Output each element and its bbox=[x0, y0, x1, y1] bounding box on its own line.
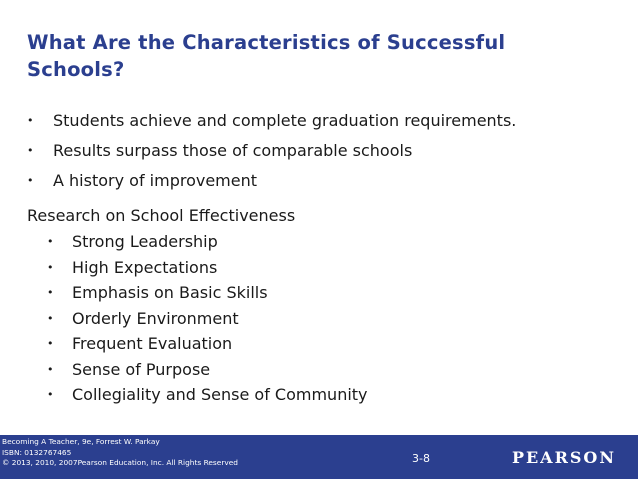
bullet-icon: • bbox=[47, 362, 54, 376]
bullet-icon: • bbox=[47, 311, 54, 325]
list-item-text: Strong Leadership bbox=[72, 232, 218, 251]
list-item-text: Orderly Environment bbox=[72, 308, 239, 328]
book-credit: Becoming A Teacher, 9e, Forrest W. Parkay bbox=[2, 437, 160, 446]
effectiveness-factors-list bbox=[47, 229, 368, 408]
list-item bbox=[47, 229, 368, 255]
key-characteristics-list bbox=[27, 108, 516, 198]
footer-credits bbox=[2, 437, 238, 469]
slide-title bbox=[27, 29, 587, 83]
copyright-text: © 2013, 2010, 2007Pearson Education, Inc. All Rights Reserved bbox=[2, 458, 238, 467]
slide-title-line-1: What Are the Characteristics of Successful bbox=[27, 31, 506, 54]
list-item bbox=[47, 357, 368, 383]
isbn-text: ISBN: 0132767465 bbox=[2, 447, 72, 457]
list-item bbox=[47, 382, 368, 408]
bullet-icon: • bbox=[47, 388, 54, 401]
bullet-icon: • bbox=[27, 144, 34, 157]
list-item bbox=[47, 255, 368, 281]
list-item bbox=[27, 138, 516, 168]
list-item bbox=[47, 280, 368, 306]
bullet-icon: • bbox=[47, 235, 54, 248]
page-number: 3-8 bbox=[412, 452, 430, 465]
pearson-logo: PEARSON bbox=[511, 448, 616, 467]
list-item-text: A history of improvement bbox=[53, 171, 258, 190]
list-item bbox=[27, 108, 516, 138]
list-item bbox=[47, 331, 368, 357]
list-item-text: Collegiality and Sense of Community bbox=[72, 385, 368, 404]
bullet-icon: • bbox=[27, 114, 34, 127]
footer-bar bbox=[0, 435, 638, 479]
bullet-icon: • bbox=[47, 286, 54, 299]
slide-title-line-2: Schools? bbox=[27, 58, 125, 81]
list-item-text: High Expectations bbox=[72, 257, 218, 277]
list-item-text: Sense of Purpose bbox=[72, 359, 211, 379]
bullet-icon: • bbox=[47, 337, 54, 350]
list-item-text: Emphasis on Basic Skills bbox=[72, 283, 268, 302]
list-item-text: Students achieve and complete graduation requirements. bbox=[53, 111, 517, 130]
list-item-text: Results surpass those of comparable schools bbox=[53, 141, 413, 160]
list-item bbox=[27, 168, 516, 198]
list-item bbox=[47, 306, 368, 332]
list-item-text: Frequent Evaluation bbox=[72, 334, 233, 353]
bullet-icon: • bbox=[27, 174, 34, 187]
section-heading: Research on School Effectiveness bbox=[27, 206, 296, 225]
bullet-icon: • bbox=[47, 260, 54, 274]
